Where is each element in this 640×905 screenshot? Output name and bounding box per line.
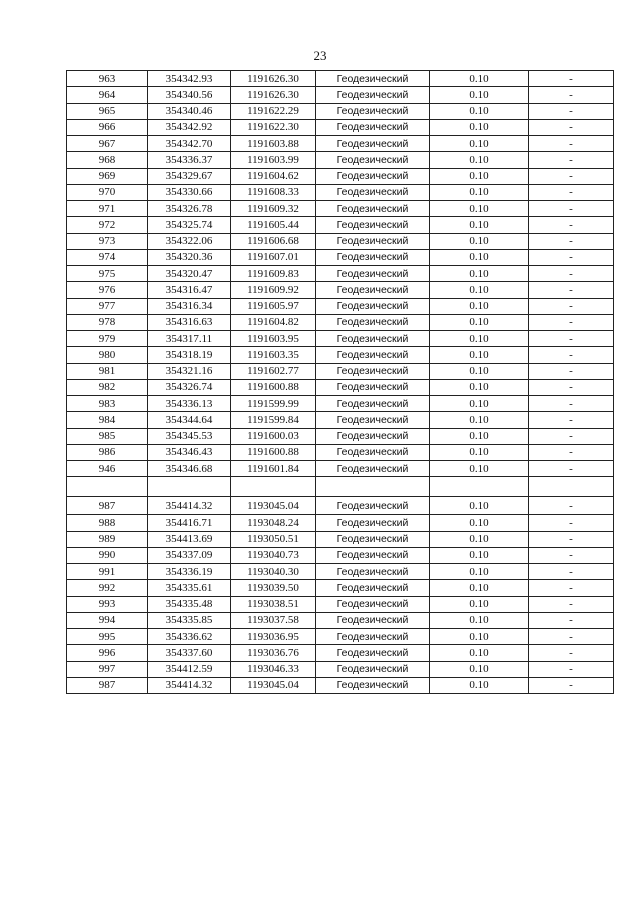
accuracy-cell: 0.10 [430, 87, 529, 103]
table-row [67, 298, 614, 314]
accuracy-cell: 0.10 [430, 314, 529, 330]
method-cell: Геодезический [316, 314, 430, 330]
note-cell: - [529, 531, 614, 547]
accuracy-cell: 0.10 [430, 184, 529, 200]
note-cell: - [529, 71, 614, 87]
method-cell: Геодезический [316, 612, 430, 628]
method-cell: Геодезический [316, 298, 430, 314]
x-coordinate-cell: 354337.09 [148, 547, 231, 563]
point-number-cell: 946 [67, 461, 148, 477]
table-row [67, 168, 614, 184]
y-coordinate-cell: 1191603.95 [231, 331, 316, 347]
table-row [67, 412, 614, 428]
note-cell: - [529, 331, 614, 347]
point-number-cell: 971 [67, 201, 148, 217]
point-number-cell: 979 [67, 331, 148, 347]
accuracy-cell: 0.10 [430, 612, 529, 628]
x-coordinate-cell: 354326.74 [148, 379, 231, 395]
point-number-cell: 986 [67, 444, 148, 460]
note-cell: - [529, 428, 614, 444]
point-number-cell: 989 [67, 531, 148, 547]
x-coordinate-cell: 354317.11 [148, 331, 231, 347]
point-number-cell: 975 [67, 266, 148, 282]
accuracy-cell: 0.10 [430, 136, 529, 152]
table-row [67, 331, 614, 347]
accuracy-cell: 0.10 [430, 580, 529, 596]
point-number-cell: 993 [67, 596, 148, 612]
accuracy-cell: 0.10 [430, 677, 529, 693]
accuracy-cell: 0.10 [430, 428, 529, 444]
accuracy-cell: 0.10 [430, 629, 529, 645]
method-cell: Геодезический [316, 136, 430, 152]
accuracy-cell: 0.10 [430, 531, 529, 547]
accuracy-cell: 0.10 [430, 444, 529, 460]
y-coordinate-cell: 1191603.88 [231, 136, 316, 152]
method-cell: Геодезический [316, 217, 430, 233]
note-cell: - [529, 314, 614, 330]
method-cell: Геодезический [316, 168, 430, 184]
point-number-cell [67, 477, 148, 497]
x-coordinate-cell: 354414.32 [148, 677, 231, 693]
note-cell: - [529, 645, 614, 661]
x-coordinate-cell: 354340.46 [148, 103, 231, 119]
point-number-cell: 997 [67, 661, 148, 677]
x-coordinate-cell: 354320.36 [148, 249, 231, 265]
table-body [67, 71, 614, 694]
method-cell: Геодезический [316, 201, 430, 217]
accuracy-cell: 0.10 [430, 379, 529, 395]
x-coordinate-cell: 354336.37 [148, 152, 231, 168]
y-coordinate-cell: 1191605.44 [231, 217, 316, 233]
accuracy-cell: 0.10 [430, 661, 529, 677]
y-coordinate-cell: 1191600.88 [231, 444, 316, 460]
y-coordinate-cell: 1193040.30 [231, 564, 316, 580]
table-row [67, 201, 614, 217]
y-coordinate-cell: 1191604.62 [231, 168, 316, 184]
x-coordinate-cell: 354316.47 [148, 282, 231, 298]
note-cell: - [529, 249, 614, 265]
accuracy-cell: 0.10 [430, 497, 529, 515]
method-cell: Геодезический [316, 645, 430, 661]
note-cell: - [529, 564, 614, 580]
x-coordinate-cell: 354337.60 [148, 645, 231, 661]
x-coordinate-cell: 354340.56 [148, 87, 231, 103]
point-number-cell: 984 [67, 412, 148, 428]
table-row [67, 596, 614, 612]
method-cell: Геодезический [316, 396, 430, 412]
point-number-cell: 994 [67, 612, 148, 628]
method-cell: Геодезический [316, 249, 430, 265]
accuracy-cell: 0.10 [430, 596, 529, 612]
method-cell: Геодезический [316, 347, 430, 363]
table-row [67, 477, 614, 497]
x-coordinate-cell: 354346.43 [148, 444, 231, 460]
accuracy-cell: 0.10 [430, 201, 529, 217]
y-coordinate-cell: 1193039.50 [231, 580, 316, 596]
table-row [67, 629, 614, 645]
method-cell: Геодезический [316, 629, 430, 645]
method-cell: Геодезический [316, 444, 430, 460]
note-cell: - [529, 396, 614, 412]
y-coordinate-cell: 1191600.88 [231, 379, 316, 395]
x-coordinate-cell: 354336.13 [148, 396, 231, 412]
accuracy-cell: 0.10 [430, 347, 529, 363]
x-coordinate-cell: 354342.92 [148, 119, 231, 135]
table-row [67, 314, 614, 330]
point-number-cell: 970 [67, 184, 148, 200]
table-row [67, 282, 614, 298]
y-coordinate-cell: 1193036.95 [231, 629, 316, 645]
note-cell: - [529, 677, 614, 693]
point-number-cell: 965 [67, 103, 148, 119]
method-cell: Геодезический [316, 363, 430, 379]
note-cell: - [529, 596, 614, 612]
table-row [67, 347, 614, 363]
y-coordinate-cell: 1191622.30 [231, 119, 316, 135]
table-row [67, 515, 614, 531]
point-number-cell: 987 [67, 677, 148, 693]
table-row [67, 531, 614, 547]
note-cell: - [529, 103, 614, 119]
x-coordinate-cell: 354335.61 [148, 580, 231, 596]
y-coordinate-cell: 1193050.51 [231, 531, 316, 547]
y-coordinate-cell [231, 477, 316, 497]
method-cell: Геодезический [316, 379, 430, 395]
point-number-cell: 963 [67, 71, 148, 87]
accuracy-cell: 0.10 [430, 363, 529, 379]
method-cell: Геодезический [316, 497, 430, 515]
x-coordinate-cell: 354344.64 [148, 412, 231, 428]
note-cell: - [529, 233, 614, 249]
table-row [67, 396, 614, 412]
y-coordinate-cell: 1191626.30 [231, 87, 316, 103]
x-coordinate-cell: 354316.63 [148, 314, 231, 330]
point-number-cell: 982 [67, 379, 148, 395]
method-cell: Геодезический [316, 596, 430, 612]
note-cell: - [529, 580, 614, 596]
accuracy-cell: 0.10 [430, 645, 529, 661]
note-cell: - [529, 444, 614, 460]
y-coordinate-cell: 1191601.84 [231, 461, 316, 477]
x-coordinate-cell: 354412.59 [148, 661, 231, 677]
table-row [67, 217, 614, 233]
note-cell: - [529, 363, 614, 379]
accuracy-cell: 0.10 [430, 412, 529, 428]
point-number-cell: 978 [67, 314, 148, 330]
method-cell: Геодезический [316, 428, 430, 444]
method-cell: Геодезический [316, 71, 430, 87]
table-row [67, 152, 614, 168]
point-number-cell: 996 [67, 645, 148, 661]
method-cell: Геодезический [316, 564, 430, 580]
y-coordinate-cell: 1191599.84 [231, 412, 316, 428]
note-cell: - [529, 152, 614, 168]
table-row [67, 461, 614, 477]
point-number-cell: 980 [67, 347, 148, 363]
table-row [67, 612, 614, 628]
y-coordinate-cell: 1191626.30 [231, 71, 316, 87]
point-number-cell: 985 [67, 428, 148, 444]
table-row [67, 444, 614, 460]
table-row [67, 233, 614, 249]
y-coordinate-cell: 1193036.76 [231, 645, 316, 661]
table-row [67, 249, 614, 265]
point-number-cell: 976 [67, 282, 148, 298]
note-cell: - [529, 184, 614, 200]
y-coordinate-cell: 1191609.83 [231, 266, 316, 282]
point-number-cell: 995 [67, 629, 148, 645]
table-row [67, 497, 614, 515]
accuracy-cell: 0.10 [430, 564, 529, 580]
y-coordinate-cell: 1193038.51 [231, 596, 316, 612]
y-coordinate-cell: 1191622.29 [231, 103, 316, 119]
point-number-cell: 964 [67, 87, 148, 103]
point-number-cell: 968 [67, 152, 148, 168]
table-row [67, 661, 614, 677]
y-coordinate-cell: 1191599.99 [231, 396, 316, 412]
table-row [67, 564, 614, 580]
x-coordinate-cell: 354336.19 [148, 564, 231, 580]
table-row [67, 677, 614, 693]
x-coordinate-cell: 354316.34 [148, 298, 231, 314]
method-cell: Геодезический [316, 103, 430, 119]
y-coordinate-cell: 1191608.33 [231, 184, 316, 200]
x-coordinate-cell: 354414.32 [148, 497, 231, 515]
x-coordinate-cell: 354336.62 [148, 629, 231, 645]
method-cell: Геодезический [316, 677, 430, 693]
method-cell: Геодезический [316, 119, 430, 135]
x-coordinate-cell: 354346.68 [148, 461, 231, 477]
note-cell [529, 477, 614, 497]
point-number-cell: 973 [67, 233, 148, 249]
table-row [67, 379, 614, 395]
y-coordinate-cell: 1193045.04 [231, 677, 316, 693]
note-cell: - [529, 298, 614, 314]
point-number-cell: 966 [67, 119, 148, 135]
point-number-cell: 977 [67, 298, 148, 314]
method-cell [316, 477, 430, 497]
accuracy-cell: 0.10 [430, 396, 529, 412]
table-row [67, 428, 614, 444]
note-cell: - [529, 461, 614, 477]
note-cell: - [529, 136, 614, 152]
method-cell: Геодезический [316, 412, 430, 428]
table-row [67, 266, 614, 282]
method-cell: Геодезический [316, 580, 430, 596]
x-coordinate-cell: 354413.69 [148, 531, 231, 547]
note-cell: - [529, 282, 614, 298]
note-cell: - [529, 612, 614, 628]
note-cell: - [529, 119, 614, 135]
y-coordinate-cell: 1191606.68 [231, 233, 316, 249]
y-coordinate-cell: 1193048.24 [231, 515, 316, 531]
accuracy-cell: 0.10 [430, 119, 529, 135]
accuracy-cell: 0.10 [430, 152, 529, 168]
x-coordinate-cell [148, 477, 231, 497]
page-number: 23 [313, 48, 327, 63]
point-number-cell: 991 [67, 564, 148, 580]
accuracy-cell: 0.10 [430, 249, 529, 265]
note-cell: - [529, 629, 614, 645]
x-coordinate-cell: 354330.66 [148, 184, 231, 200]
y-coordinate-cell: 1191609.32 [231, 201, 316, 217]
y-coordinate-cell: 1193045.04 [231, 497, 316, 515]
method-cell: Геодезический [316, 531, 430, 547]
table-row [67, 363, 614, 379]
x-coordinate-cell: 354342.70 [148, 136, 231, 152]
point-number-cell: 992 [67, 580, 148, 596]
point-number-cell: 988 [67, 515, 148, 531]
x-coordinate-cell: 354329.67 [148, 168, 231, 184]
point-number-cell: 972 [67, 217, 148, 233]
table-row [67, 184, 614, 200]
coordinates-table [66, 70, 614, 694]
accuracy-cell: 0.10 [430, 282, 529, 298]
accuracy-cell: 0.10 [430, 331, 529, 347]
x-coordinate-cell: 354326.78 [148, 201, 231, 217]
method-cell: Геодезический [316, 282, 430, 298]
note-cell: - [529, 201, 614, 217]
note-cell: - [529, 412, 614, 428]
accuracy-cell: 0.10 [430, 168, 529, 184]
note-cell: - [529, 379, 614, 395]
accuracy-cell: 0.10 [430, 547, 529, 563]
accuracy-cell: 0.10 [430, 298, 529, 314]
x-coordinate-cell: 354416.71 [148, 515, 231, 531]
note-cell: - [529, 168, 614, 184]
method-cell: Геодезический [316, 233, 430, 249]
method-cell: Геодезический [316, 547, 430, 563]
point-number-cell: 981 [67, 363, 148, 379]
accuracy-cell: 0.10 [430, 515, 529, 531]
table-row [67, 136, 614, 152]
accuracy-cell: 0.10 [430, 233, 529, 249]
point-number-cell: 967 [67, 136, 148, 152]
y-coordinate-cell: 1193040.73 [231, 547, 316, 563]
note-cell: - [529, 347, 614, 363]
point-number-cell: 983 [67, 396, 148, 412]
method-cell: Геодезический [316, 331, 430, 347]
table-row [67, 580, 614, 596]
note-cell: - [529, 87, 614, 103]
y-coordinate-cell: 1191607.01 [231, 249, 316, 265]
x-coordinate-cell: 354345.53 [148, 428, 231, 444]
note-cell: - [529, 217, 614, 233]
x-coordinate-cell: 354335.48 [148, 596, 231, 612]
y-coordinate-cell: 1191604.82 [231, 314, 316, 330]
x-coordinate-cell: 354342.93 [148, 71, 231, 87]
x-coordinate-cell: 354321.16 [148, 363, 231, 379]
note-cell: - [529, 515, 614, 531]
method-cell: Геодезический [316, 515, 430, 531]
point-number-cell: 974 [67, 249, 148, 265]
note-cell: - [529, 497, 614, 515]
note-cell: - [529, 266, 614, 282]
y-coordinate-cell: 1191603.35 [231, 347, 316, 363]
method-cell: Геодезический [316, 266, 430, 282]
table-row [67, 119, 614, 135]
y-coordinate-cell: 1193037.58 [231, 612, 316, 628]
y-coordinate-cell: 1191603.99 [231, 152, 316, 168]
method-cell: Геодезический [316, 152, 430, 168]
note-cell: - [529, 547, 614, 563]
point-number-cell: 990 [67, 547, 148, 563]
accuracy-cell: 0.10 [430, 103, 529, 119]
y-coordinate-cell: 1191609.92 [231, 282, 316, 298]
y-coordinate-cell: 1191605.97 [231, 298, 316, 314]
x-coordinate-cell: 354322.06 [148, 233, 231, 249]
point-number-cell: 969 [67, 168, 148, 184]
accuracy-cell: 0.10 [430, 461, 529, 477]
y-coordinate-cell: 1193046.33 [231, 661, 316, 677]
point-number-cell: 987 [67, 497, 148, 515]
accuracy-cell: 0.10 [430, 266, 529, 282]
table-row [67, 71, 614, 87]
x-coordinate-cell: 354325.74 [148, 217, 231, 233]
table-row [67, 547, 614, 563]
y-coordinate-cell: 1191600.03 [231, 428, 316, 444]
x-coordinate-cell: 354335.85 [148, 612, 231, 628]
method-cell: Геодезический [316, 461, 430, 477]
x-coordinate-cell: 354318.19 [148, 347, 231, 363]
method-cell: Геодезический [316, 184, 430, 200]
method-cell: Геодезический [316, 87, 430, 103]
x-coordinate-cell: 354320.47 [148, 266, 231, 282]
method-cell: Геодезический [316, 661, 430, 677]
accuracy-cell: 0.10 [430, 217, 529, 233]
table-row [67, 103, 614, 119]
table-row [67, 87, 614, 103]
accuracy-cell: 0.10 [430, 71, 529, 87]
y-coordinate-cell: 1191602.77 [231, 363, 316, 379]
table-row [67, 645, 614, 661]
accuracy-cell [430, 477, 529, 497]
note-cell: - [529, 661, 614, 677]
